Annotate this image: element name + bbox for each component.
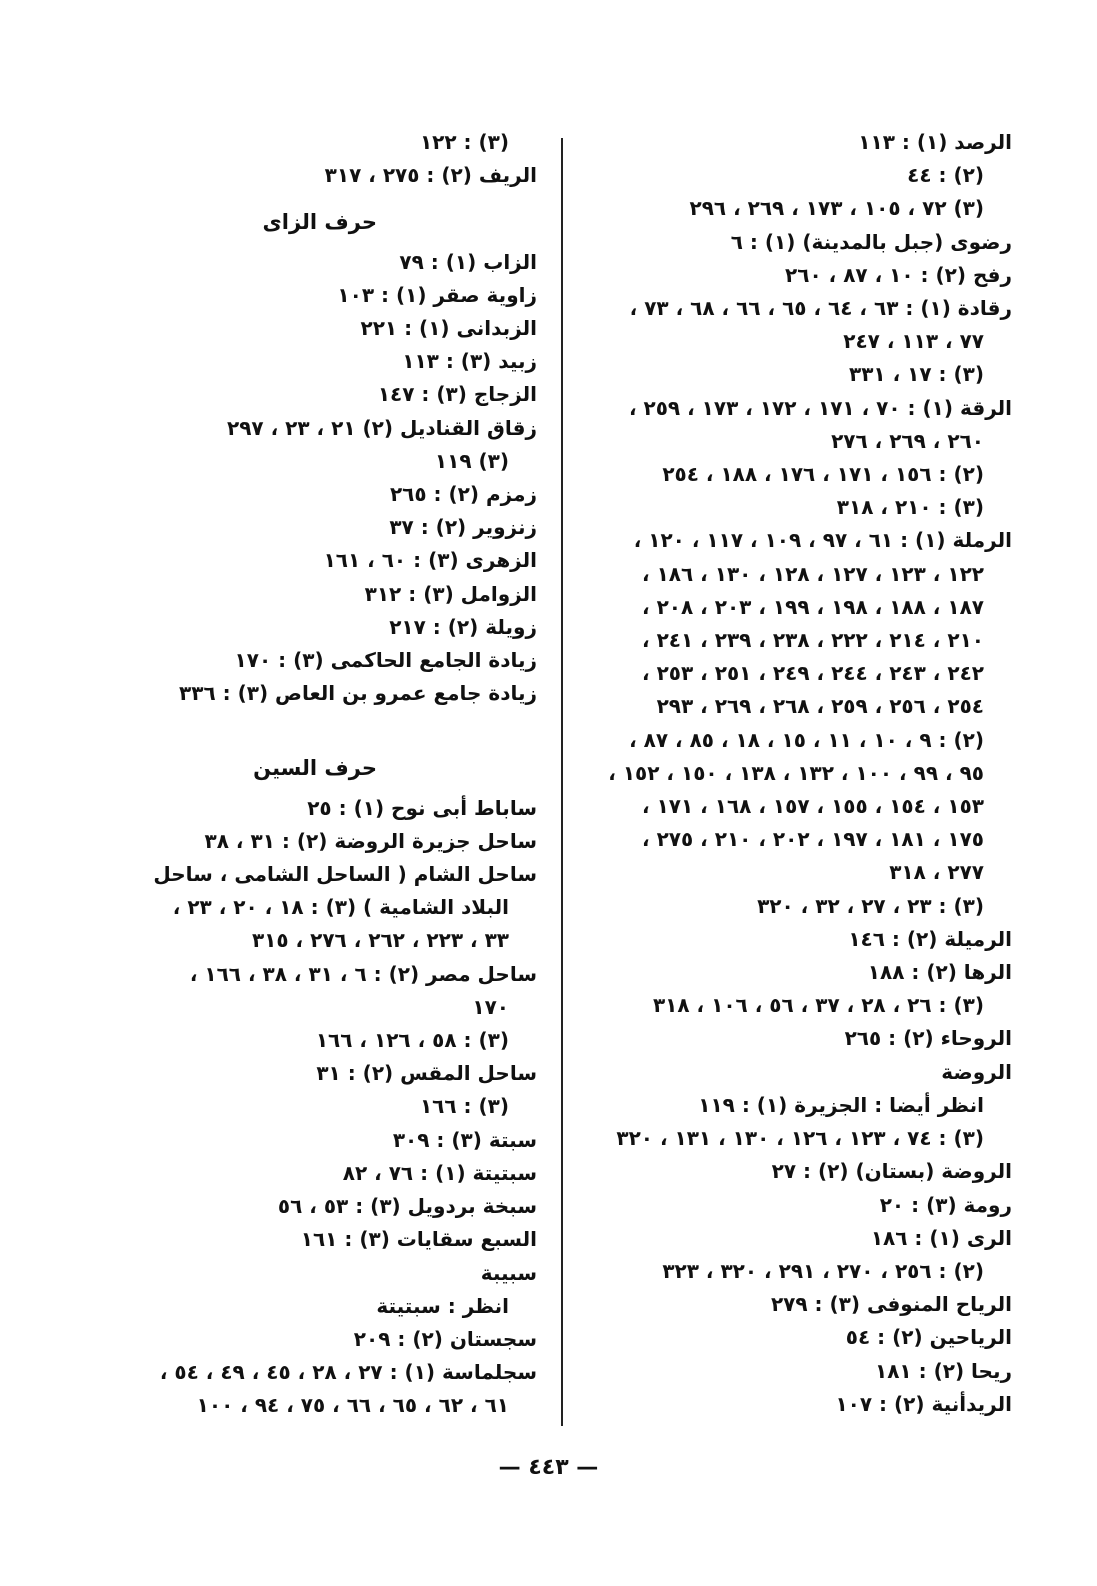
index-entry: انظر أيضا : الجزيرة (١) : ١١٩: [698, 1092, 984, 1117]
index-entry: ساباط أبى نوح (١) : ٢٥: [307, 795, 537, 820]
index-entry: زاوية صقر (١) : ١٠٣: [337, 282, 537, 307]
index-entry: ريحا (٢) : ١٨١: [875, 1358, 1012, 1383]
index-entry: سجلماسة (١) : ٢٧ ، ٢٨ ، ٤٥ ، ٤٩ ، ٥٤ ،: [159, 1360, 537, 1385]
index-entry: رومة (٣) : ٢٠: [879, 1192, 1012, 1217]
index-entry: الزاب (١) : ٧٩: [399, 249, 537, 274]
index-entry: الرياحين (٢) : ٥٤: [845, 1325, 1012, 1350]
index-entry: (٣) ١١٩: [434, 448, 509, 473]
index-entry: الرها (٢) : ١٨٨: [867, 960, 1012, 985]
index-entry-continuation: ٢١٠ ، ٢١٤ ، ٢٢٢ ، ٢٣٨ ، ٢٣٩ ، ٢٤١ ،: [642, 628, 984, 653]
index-entry-continuation: ٣٣ ، ٢٢٣ ، ٢٦٢ ، ٢٧٦ ، ٣١٥: [251, 928, 509, 953]
section-heading-seen: حرف السين: [253, 756, 377, 781]
index-entry: ساحل الشام ( الساحل الشامى ، ساحل: [153, 862, 537, 887]
index-entry: (٣) : ١٧ ، ٣٣١: [848, 362, 984, 387]
index-entry: الزهرى (٣) : ٦٠ ، ١٦١: [323, 548, 537, 573]
index-entry: الروضة (بستان) (٢) : ٢٧: [771, 1159, 1012, 1184]
column-divider: [561, 138, 563, 1426]
index-entry: (٣) : ٢٣ ، ٢٧ ، ٣٢ ، ٣٢٠: [757, 893, 984, 918]
index-entry: ساحل جزيرة الروضة (٢) : ٣١ ، ٣٨: [204, 828, 537, 853]
index-entry: الرياح المنوفى (٣) : ٢٧٩: [770, 1292, 1012, 1317]
index-entry: الرصد (١) : ١١٣: [858, 130, 1012, 154]
index-entry: الزوامل (٣) : ٣١٢: [364, 581, 537, 606]
index-entry-continuation: ١٧٥ ، ١٨١ ، ١٩٧ ، ٢٠٢ ، ٢١٠ ، ٢٧٥ ،: [642, 827, 984, 852]
index-entry-continuation: ٢٧٧ ، ٣١٨: [889, 860, 984, 885]
index-entry: (٣) : ٢١٠ ، ٣١٨: [836, 495, 984, 520]
index-entry: ساحل المقس (٢) : ٣١: [316, 1061, 537, 1086]
index-entry: الرقة (١) : ٧٠ ، ١٧١ ، ١٧٢ ، ١٧٣ ، ٢٥٩ ،: [628, 395, 1012, 420]
index-entry: (٣) : ١٢٢: [419, 130, 509, 154]
index-entry: الرملة (١) : ٦١ ، ٩٧ ، ١٠٩ ، ١١٧ ، ١٢٠ ،: [633, 528, 1012, 553]
index-entry: زيادة جامع عمرو بن العاص (٣) : ٣٣٦: [179, 681, 537, 706]
index-entry-continuation: ١٥٣ ، ١٥٤ ، ١٥٥ ، ١٥٧ ، ١٦٨ ، ١٧١ ،: [642, 794, 984, 819]
index-entry: زمزم (٢) : ٢٦٥: [389, 482, 537, 507]
index-entry: سجستان (٢) : ٢٠٩: [353, 1326, 537, 1351]
index-entry: (٢) : ٩ ، ١٠ ، ١١ ، ١٥ ، ١٨ ، ٨٥ ، ٨٧ ،: [629, 727, 984, 752]
index-entry: زنزوير (٢) : ٣٧: [389, 515, 537, 540]
index-entry-continuation: ٩٥ ، ٩٩ ، ١٠٠ ، ١٣٢ ، ١٣٨ ، ١٥٠ ، ١٥٢ ،: [608, 760, 984, 785]
index-entry-continuation: ٢٦٠ ، ٢٦٩ ، ٢٧٦: [831, 428, 984, 453]
index-entry: (٣) : ٥٨ ، ١٢٦ ، ١٦٦: [315, 1028, 509, 1053]
index-entry-continuation: البلاد الشامية ) (٣) : ١٨ ، ٢٠ ، ٢٣ ،: [172, 895, 509, 920]
index-entry: الروضة: [941, 1059, 1012, 1084]
index-entry: سبيبة: [480, 1260, 537, 1285]
index-entry: زقاق القناديل (٢) ٢١ ، ٢٣ ، ٢٩٧: [227, 415, 537, 440]
index-entry: (٣) : ٢٦ ، ٢٨ ، ٣٧ ، ٥٦ ، ١٠٦ ، ٣١٨: [652, 993, 984, 1018]
index-entry: الزبدانى (١) : ٢٢١: [360, 316, 537, 341]
index-entry: الرميلة (٢) : ١٤٦: [848, 926, 1012, 951]
index-entry: رفح (٢) : ١٠ ، ٨٧ ، ٢٦٠: [785, 262, 1012, 287]
index-entry: (٢) : ٢٥٦ ، ٢٧٠ ، ٢٩١ ، ٣٢٠ ، ٣٢٣: [662, 1258, 984, 1283]
index-entry: رقادة (١) : ٦٣ ، ٦٤ ، ٦٥ ، ٦٦ ، ٦٨ ، ٧٣ ،: [629, 296, 1012, 321]
index-entry: رضوى (جبل بالمدينة) (١) : ٦: [730, 229, 1012, 254]
index-entry-continuation: ٢٤٢ ، ٢٤٣ ، ٢٤٤ ، ٢٤٩ ، ٢٥١ ، ٢٥٣ ،: [642, 661, 984, 686]
index-entry: الرى (١) : ١٨٦: [870, 1225, 1012, 1250]
left-column: [87, 126, 537, 1423]
index-entry: (٢) : ٤٤: [907, 163, 984, 188]
index-entry: (٣) : ١٦٦: [419, 1094, 509, 1119]
index-entry: زبيد (٣) : ١١٣: [402, 349, 537, 374]
index-entry: (٢) : ١٥٦ ، ١٧١ ، ١٧٦ ، ١٨٨ ، ٢٥٤: [662, 462, 984, 487]
index-entry: زيادة الجامع الحاكمى (٣) : ١٧٠: [234, 648, 537, 673]
index-entry: (٣) ٧٢ ، ١٠٥ ، ١٧٣ ، ٢٦٩ ، ٢٩٦: [689, 196, 984, 221]
index-entry-continuation: ٦١ ، ٦٢ ، ٦٥ ، ٦٦ ، ٧٥ ، ٩٤ ، ١٠٠: [196, 1393, 509, 1418]
section-heading-zay: حرف الزاى: [262, 210, 377, 235]
index-entry: سبتة (٣) : ٣٠٩: [392, 1127, 537, 1152]
index-entry: سبتيتة (١) : ٧٦ ، ٨٢: [342, 1160, 537, 1185]
index-entry-continuation: ١٧٠: [472, 994, 509, 1019]
index-entry: الريف (٢) : ٢٧٥ ، ٣١٧: [324, 163, 537, 188]
index-entry: انظر : سبتيتة: [376, 1293, 509, 1318]
index-entry: الريدأنية (٢) : ١٠٧: [835, 1391, 1012, 1416]
index-entry-continuation: ١٢٢ ، ١٢٣ ، ١٢٧ ، ١٢٨ ، ١٣٠ ، ١٨٦ ،: [642, 561, 984, 586]
index-entry-continuation: ١٨٧ ، ١٨٨ ، ١٩٨ ، ١٩٩ ، ٢٠٣ ، ٢٠٨ ،: [642, 594, 984, 619]
index-entry: السبع سقايات (٣) : ١٦١: [300, 1227, 537, 1252]
index-entry: الروحاء (٢) : ٢٦٥: [844, 1026, 1012, 1051]
index-entry: سبخة بردويل (٣) : ٥٣ ، ٥٦: [277, 1194, 537, 1219]
index-entry-continuation: ٢٥٤ ، ٢٥٦ ، ٢٥٩ ، ٢٦٨ ، ٢٦٩ ، ٢٩٣: [656, 694, 984, 719]
section-gap: [87, 710, 537, 738]
index-entry-continuation: ٧٧ ، ١١٣ ، ٢٤٧: [843, 329, 984, 354]
index-entry: (٣) : ٧٤ ، ١٢٣ ، ١٢٦ ، ١٣٠ ، ١٣١ ، ٣٢٠: [616, 1126, 984, 1151]
index-entry: زويلة (٢) : ٢١٧: [389, 614, 537, 639]
index-entry: ساحل مصر (٢) : ٦ ، ٣١ ، ٣٨ ، ١٦٦ ،: [189, 961, 537, 986]
page-number: — ٤٤٣ —: [498, 1455, 599, 1480]
right-column: [557, 126, 1012, 1421]
index-entry: الزجاج (٣) : ١٤٧: [377, 382, 537, 407]
